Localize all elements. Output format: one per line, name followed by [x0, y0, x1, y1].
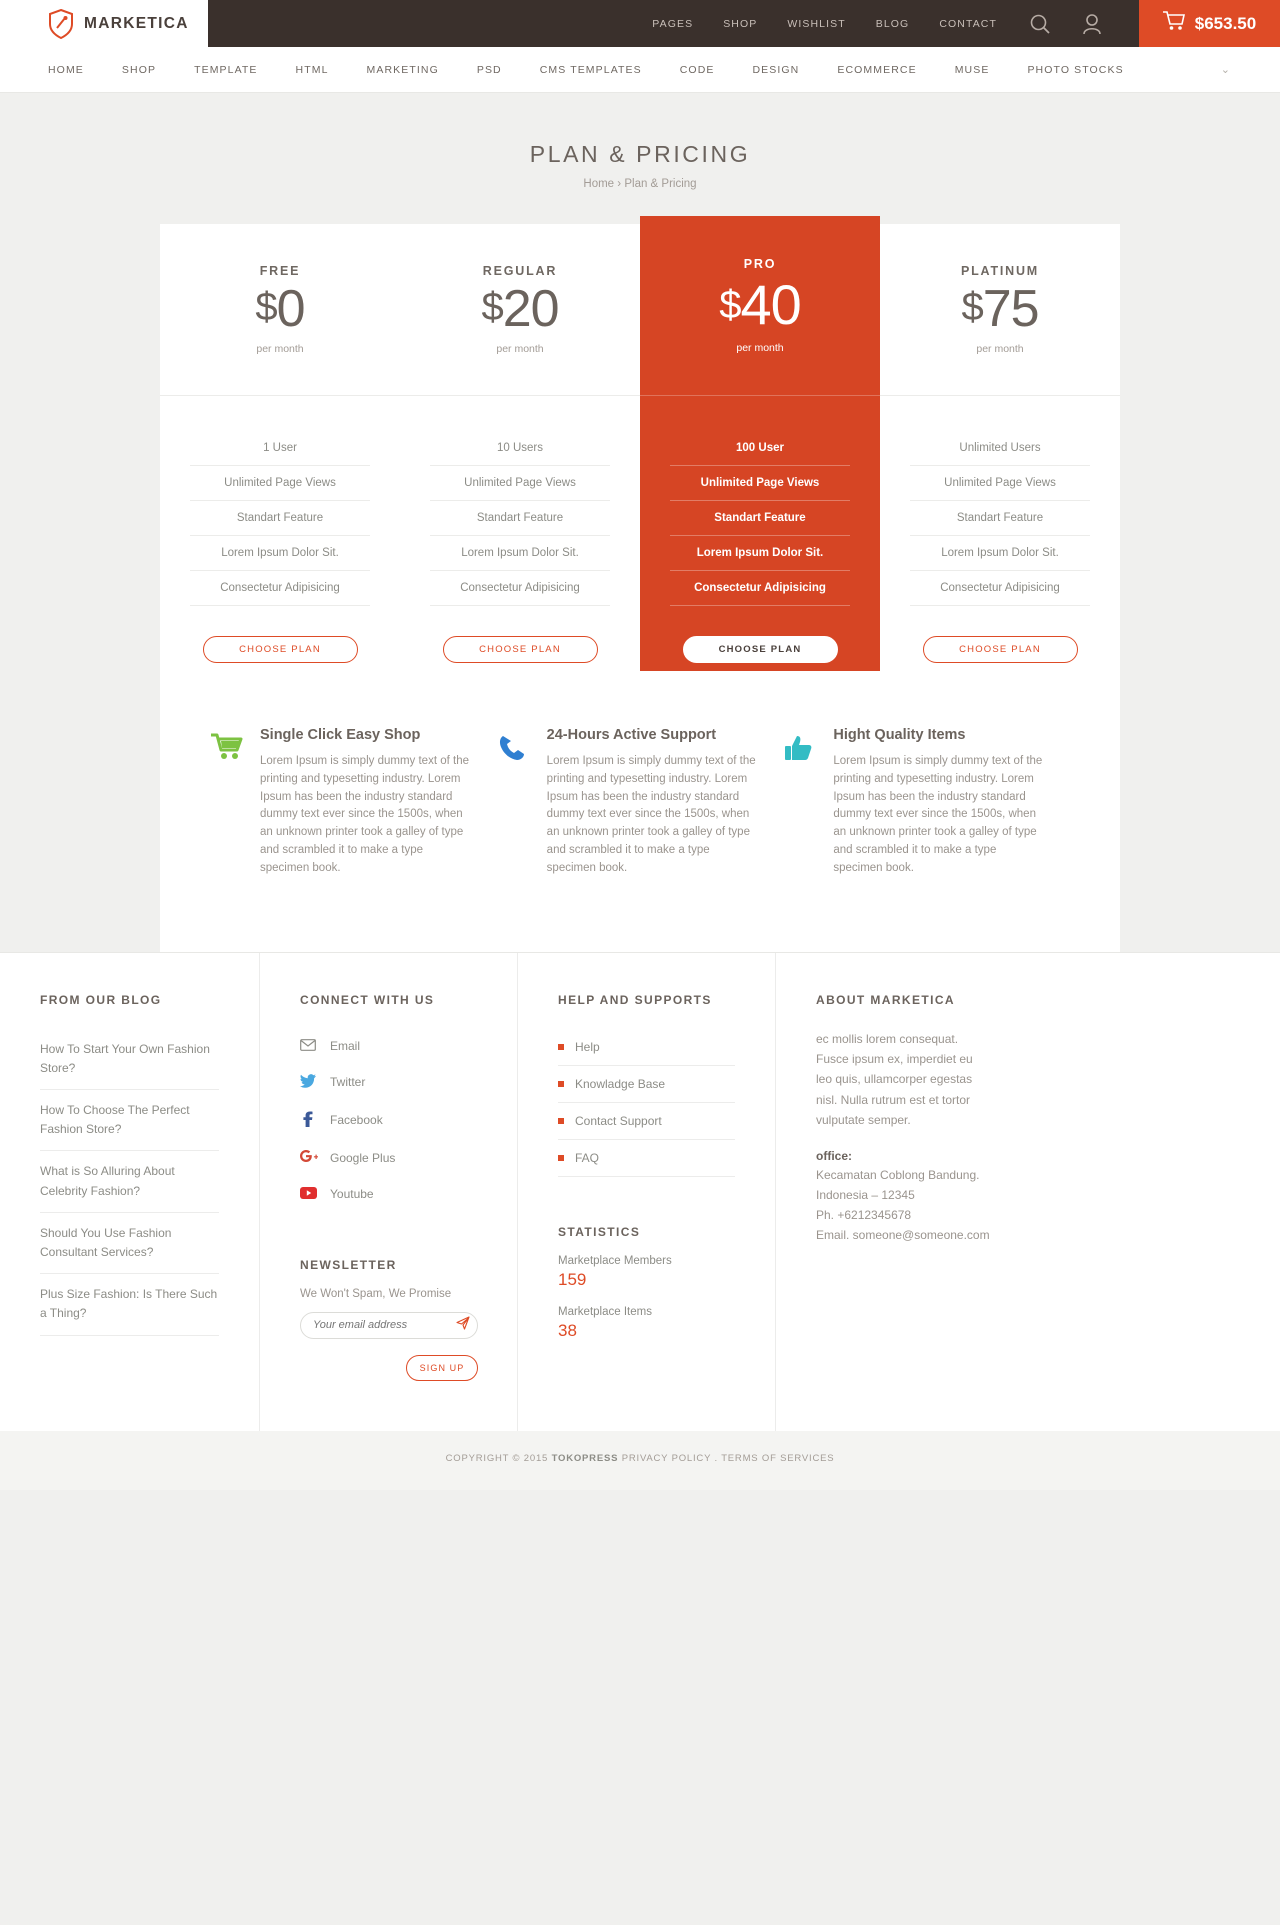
plan-feature: Unlimited Page Views	[430, 466, 610, 501]
pricing-plan-free	[160, 224, 400, 671]
plan-name: PRO	[743, 257, 777, 272]
nav-item-ecommerce[interactable]: ECOMMERCE	[837, 63, 917, 76]
plan-price	[255, 280, 304, 340]
about-text: ec mollis lorem consequat. Fusce ipsum ex, imperdiet eu leo quis, ullamcorper egestas nisl. Nulla rutrum est et tortor vulputate semper.	[816, 1031, 973, 1128]
plan-period: per month	[256, 343, 304, 356]
office-email: Email. someone@someone.com	[816, 1227, 990, 1242]
office-address-1: Kecamatan Coblong Bandung.	[816, 1168, 980, 1183]
feature-single-click-easy-shop	[210, 727, 497, 878]
plan-feature: Lorem Ipsum Dolor Sit.	[190, 536, 370, 571]
breadcrumb-current: Plan & Pricing	[624, 178, 697, 190]
breadcrumb-home[interactable]: Home	[583, 178, 615, 190]
feature-row	[160, 671, 1120, 952]
help-link[interactable]	[558, 1140, 735, 1177]
top-nav-item-wishlist[interactable]: WISHLIST	[787, 17, 846, 30]
plan-feature: Unlimited Page Views	[910, 466, 1090, 501]
plan-feature: Standart Feature	[910, 501, 1090, 536]
footer-heading-blog: FROM OUR BLOG	[40, 992, 162, 1007]
top-nav	[208, 0, 1139, 47]
nav-item-cms-templates[interactable]: CMS TEMPLATES	[539, 63, 642, 76]
currency-symbol: $	[481, 284, 503, 329]
social-label: Facebook	[330, 1113, 383, 1128]
paper-plane-icon[interactable]	[456, 1316, 470, 1335]
plan-feature: Consectetur Adipisicing	[190, 571, 370, 606]
plan-price	[481, 280, 558, 340]
plan-feature: Unlimited Page Views	[670, 466, 850, 501]
pricing-table	[160, 224, 1120, 671]
plan-features	[160, 396, 400, 606]
price-amount: 75	[982, 279, 1039, 338]
help-label: Help	[575, 1039, 600, 1054]
feature-title: Single Click Easy Shop	[260, 727, 421, 743]
footer-heading-newsletter: NEWSLETTER	[300, 1257, 397, 1272]
plan-feature: Consectetur Adipisicing	[910, 571, 1090, 606]
feature-text: Lorem Ipsum is simply dummy text of the printing and typesetting industry. Lorem Ipsum has been the industry standard dummy text ever since the 1500s, when an unknown printer took a galley of type and scrambled it to make a type specimen book.	[546, 755, 756, 874]
top-bar	[0, 0, 1280, 47]
footer-help-column	[518, 953, 776, 1431]
currency-symbol: $	[719, 283, 741, 328]
plan-period: per month	[736, 341, 784, 354]
currency-symbol: $	[961, 284, 983, 329]
user-icon[interactable]	[1079, 11, 1105, 37]
copyright-text: COPYRIGHT © 2015	[445, 1452, 552, 1464]
feature-text: Lorem Ipsum is simply dummy text of the printing and typesetting industry. Lorem Ipsum has been the industry standard dummy text ever since the 1500s, when an unknown printer took a galley of type and scrambled it to make a type specimen book.	[260, 755, 469, 874]
google-plus-icon	[300, 1150, 316, 1167]
social-label: Google Plus	[330, 1151, 396, 1166]
help-link[interactable]	[558, 1066, 735, 1103]
choose-plan-button-regular[interactable]: CHOOSE PLAN	[443, 636, 598, 663]
feature-title: 24-Hours Active Support	[546, 727, 717, 743]
social-link-youtube[interactable]	[300, 1177, 477, 1212]
thumbs-up-icon	[783, 727, 821, 878]
footer	[0, 952, 1280, 1431]
top-nav-item-blog[interactable]: BLOG	[875, 17, 910, 30]
about-office	[816, 1147, 1016, 1246]
social-label: Youtube	[330, 1187, 374, 1202]
plan-period: per month	[496, 343, 544, 356]
pricing-plan-platinum	[880, 224, 1120, 671]
plan-cta-wrap	[400, 606, 640, 663]
feature-hight-quality-items	[783, 727, 1070, 878]
plan-header	[160, 224, 400, 396]
plan-feature: Consectetur Adipisicing	[430, 571, 610, 606]
social-link-google-plus[interactable]	[300, 1140, 477, 1177]
social-link-email[interactable]	[300, 1029, 477, 1064]
plan-features	[640, 396, 880, 606]
stat-label: Marketplace Items	[558, 1305, 652, 1318]
help-link[interactable]	[558, 1029, 735, 1066]
feature-text: Lorem Ipsum is simply dummy text of the printing and typesetting industry. Lorem Ipsum has been the industry standard dummy text ever since the 1500s, when an unknown printer took a galley of type and scrambled it to make a type specimen book.	[833, 755, 1043, 874]
chevron-down-icon[interactable]: ⌄	[1220, 64, 1230, 76]
plan-cta-wrap	[160, 606, 400, 663]
facebook-icon	[300, 1111, 316, 1130]
top-nav-item-pages[interactable]: PAGES	[652, 17, 694, 30]
stat-value: 38	[558, 1320, 577, 1340]
plan-feature: Standart Feature	[190, 501, 370, 536]
office-phone: Ph. +6212345678	[816, 1208, 912, 1223]
blog-link[interactable]: How To Start Your Own Fashion Store?	[40, 1029, 219, 1090]
price-amount: 0	[276, 279, 305, 338]
search-icon[interactable]	[1027, 11, 1053, 37]
nav-item-psd[interactable]: PSD	[476, 63, 502, 76]
nav-item-home[interactable]: HOME	[48, 63, 84, 76]
plan-name: PLATINUM	[960, 263, 1040, 278]
page-header	[0, 93, 1280, 224]
plan-name: FREE	[259, 263, 301, 278]
social-label: Twitter	[330, 1075, 366, 1090]
price-amount: 20	[502, 279, 559, 338]
nav-item-html[interactable]: HTML	[295, 63, 329, 76]
help-label: Knowladge Base	[575, 1076, 666, 1091]
plan-name: REGULAR	[482, 263, 558, 278]
shopping-cart-icon	[210, 727, 248, 878]
blog-link[interactable]: Should You Use Fashion Consultant Services?	[40, 1213, 219, 1274]
cart-icon	[1163, 11, 1185, 36]
plan-feature: 1 User	[190, 442, 370, 466]
newsletter-email-input[interactable]	[313, 1319, 456, 1331]
blog-link[interactable]: How To Choose The Perfect Fashion Store?	[40, 1090, 219, 1151]
top-nav-item-contact[interactable]: CONTACT	[939, 17, 997, 30]
marketica-shield-icon	[48, 9, 74, 39]
top-nav-item-shop[interactable]: SHOP	[723, 17, 758, 30]
choose-plan-button-platinum[interactable]: CHOOSE PLAN	[923, 636, 1078, 663]
plan-feature: 10 Users	[430, 442, 610, 466]
copyright-bar	[0, 1431, 1280, 1490]
help-label: FAQ	[575, 1150, 600, 1165]
office-address-2: Indonesia – 12345	[816, 1188, 915, 1203]
nav-item-code[interactable]: CODE	[679, 63, 715, 76]
plan-feature: Unlimited Page Views	[190, 466, 370, 501]
blog-link[interactable]: What is So Alluring About Celebrity Fashion?	[40, 1151, 219, 1212]
logo[interactable]	[0, 0, 208, 47]
help-label: Contact Support	[575, 1113, 662, 1128]
plan-cta-wrap	[640, 606, 880, 663]
cart-total: $653.50	[1194, 13, 1257, 33]
breadcrumb	[0, 178, 1280, 190]
footer-heading-connect: CONNECT WITH US	[300, 992, 435, 1007]
feature-24-hours-active-support	[497, 727, 784, 878]
nav-item-photo-stocks[interactable]: PHOTO STOCKS	[1027, 63, 1124, 76]
plan-period: per month	[976, 343, 1024, 356]
blog-link[interactable]: Plus Size Fashion: Is There Such a Thing?	[40, 1274, 219, 1335]
social-link-facebook[interactable]	[300, 1101, 477, 1140]
page-title: PLAN & PRICING	[529, 141, 751, 167]
plan-feature: Unlimited Users	[910, 442, 1090, 466]
email-icon	[300, 1039, 316, 1054]
feature-title: Hight Quality Items	[833, 727, 966, 743]
price-amount: 40	[740, 273, 801, 337]
cart-button[interactable]	[1139, 0, 1280, 47]
plan-cta-wrap	[880, 606, 1120, 663]
square-bullet-icon	[558, 1081, 564, 1087]
youtube-icon	[300, 1187, 316, 1202]
plan-feature: Lorem Ipsum Dolor Sit.	[910, 536, 1090, 571]
phone-icon	[497, 727, 535, 878]
choose-plan-button-pro[interactable]: CHOOSE PLAN	[683, 636, 838, 663]
nav-item-marketing[interactable]: MARKETING	[366, 63, 439, 76]
plan-features	[880, 396, 1120, 606]
footer-heading-about: ABOUT MARKETICA	[816, 992, 955, 1007]
square-bullet-icon	[558, 1118, 564, 1124]
stat-label: Marketplace Members	[558, 1254, 672, 1267]
nav-item-template[interactable]: TEMPLATE	[194, 63, 258, 76]
newsletter-signup-button[interactable]: SIGN UP	[406, 1355, 478, 1381]
plan-feature: Lorem Ipsum Dolor Sit.	[670, 536, 850, 571]
plan-feature: Consectetur Adipisicing	[670, 571, 850, 606]
plan-feature: 100 User	[670, 442, 850, 466]
social-label: Email	[330, 1039, 361, 1054]
nav-item-muse[interactable]: MUSE	[954, 63, 990, 76]
footer-blog-column	[0, 953, 260, 1431]
choose-plan-button-free[interactable]: CHOOSE PLAN	[203, 636, 358, 663]
copyright-links[interactable]: PRIVACY POLICY . TERMS OF SERVICES	[618, 1452, 835, 1464]
footer-heading-help: HELP AND SUPPORTS	[558, 992, 712, 1007]
plan-header	[880, 224, 1120, 396]
breadcrumb-separator: ›	[617, 178, 622, 190]
plan-feature: Standart Feature	[670, 501, 850, 536]
twitter-icon	[300, 1074, 316, 1091]
square-bullet-icon	[558, 1044, 564, 1050]
plan-price	[961, 280, 1038, 340]
office-label: office:	[816, 1148, 852, 1163]
logo-text: MARKETICA	[84, 14, 189, 32]
newsletter-field[interactable]	[300, 1312, 478, 1339]
plan-price	[719, 273, 801, 337]
square-bullet-icon	[558, 1155, 564, 1161]
nav-item-design[interactable]: DESIGN	[752, 63, 800, 76]
copyright-brand: TOKOPRESS	[551, 1452, 619, 1464]
social-link-twitter[interactable]	[300, 1064, 477, 1101]
plan-header	[640, 216, 880, 396]
pricing-plan-pro	[640, 216, 880, 671]
help-link[interactable]	[558, 1103, 735, 1140]
nav-item-shop[interactable]: SHOP	[121, 63, 157, 76]
footer-heading-statistics: STATISTICS	[558, 1224, 641, 1239]
plan-header	[400, 224, 640, 396]
newsletter-subtitle: We Won't Spam, We Promise	[300, 1287, 452, 1300]
plan-feature: Lorem Ipsum Dolor Sit.	[430, 536, 610, 571]
content-card	[160, 224, 1120, 952]
plan-feature: Standart Feature	[430, 501, 610, 536]
plan-features	[400, 396, 640, 606]
footer-connect-column	[260, 953, 518, 1431]
stat-value: 159	[558, 1269, 587, 1289]
main-nav	[0, 47, 1280, 93]
top-icon-group	[1027, 11, 1125, 37]
pricing-plan-regular	[400, 224, 640, 671]
currency-symbol: $	[255, 284, 277, 329]
footer-about-column	[776, 953, 1280, 1431]
